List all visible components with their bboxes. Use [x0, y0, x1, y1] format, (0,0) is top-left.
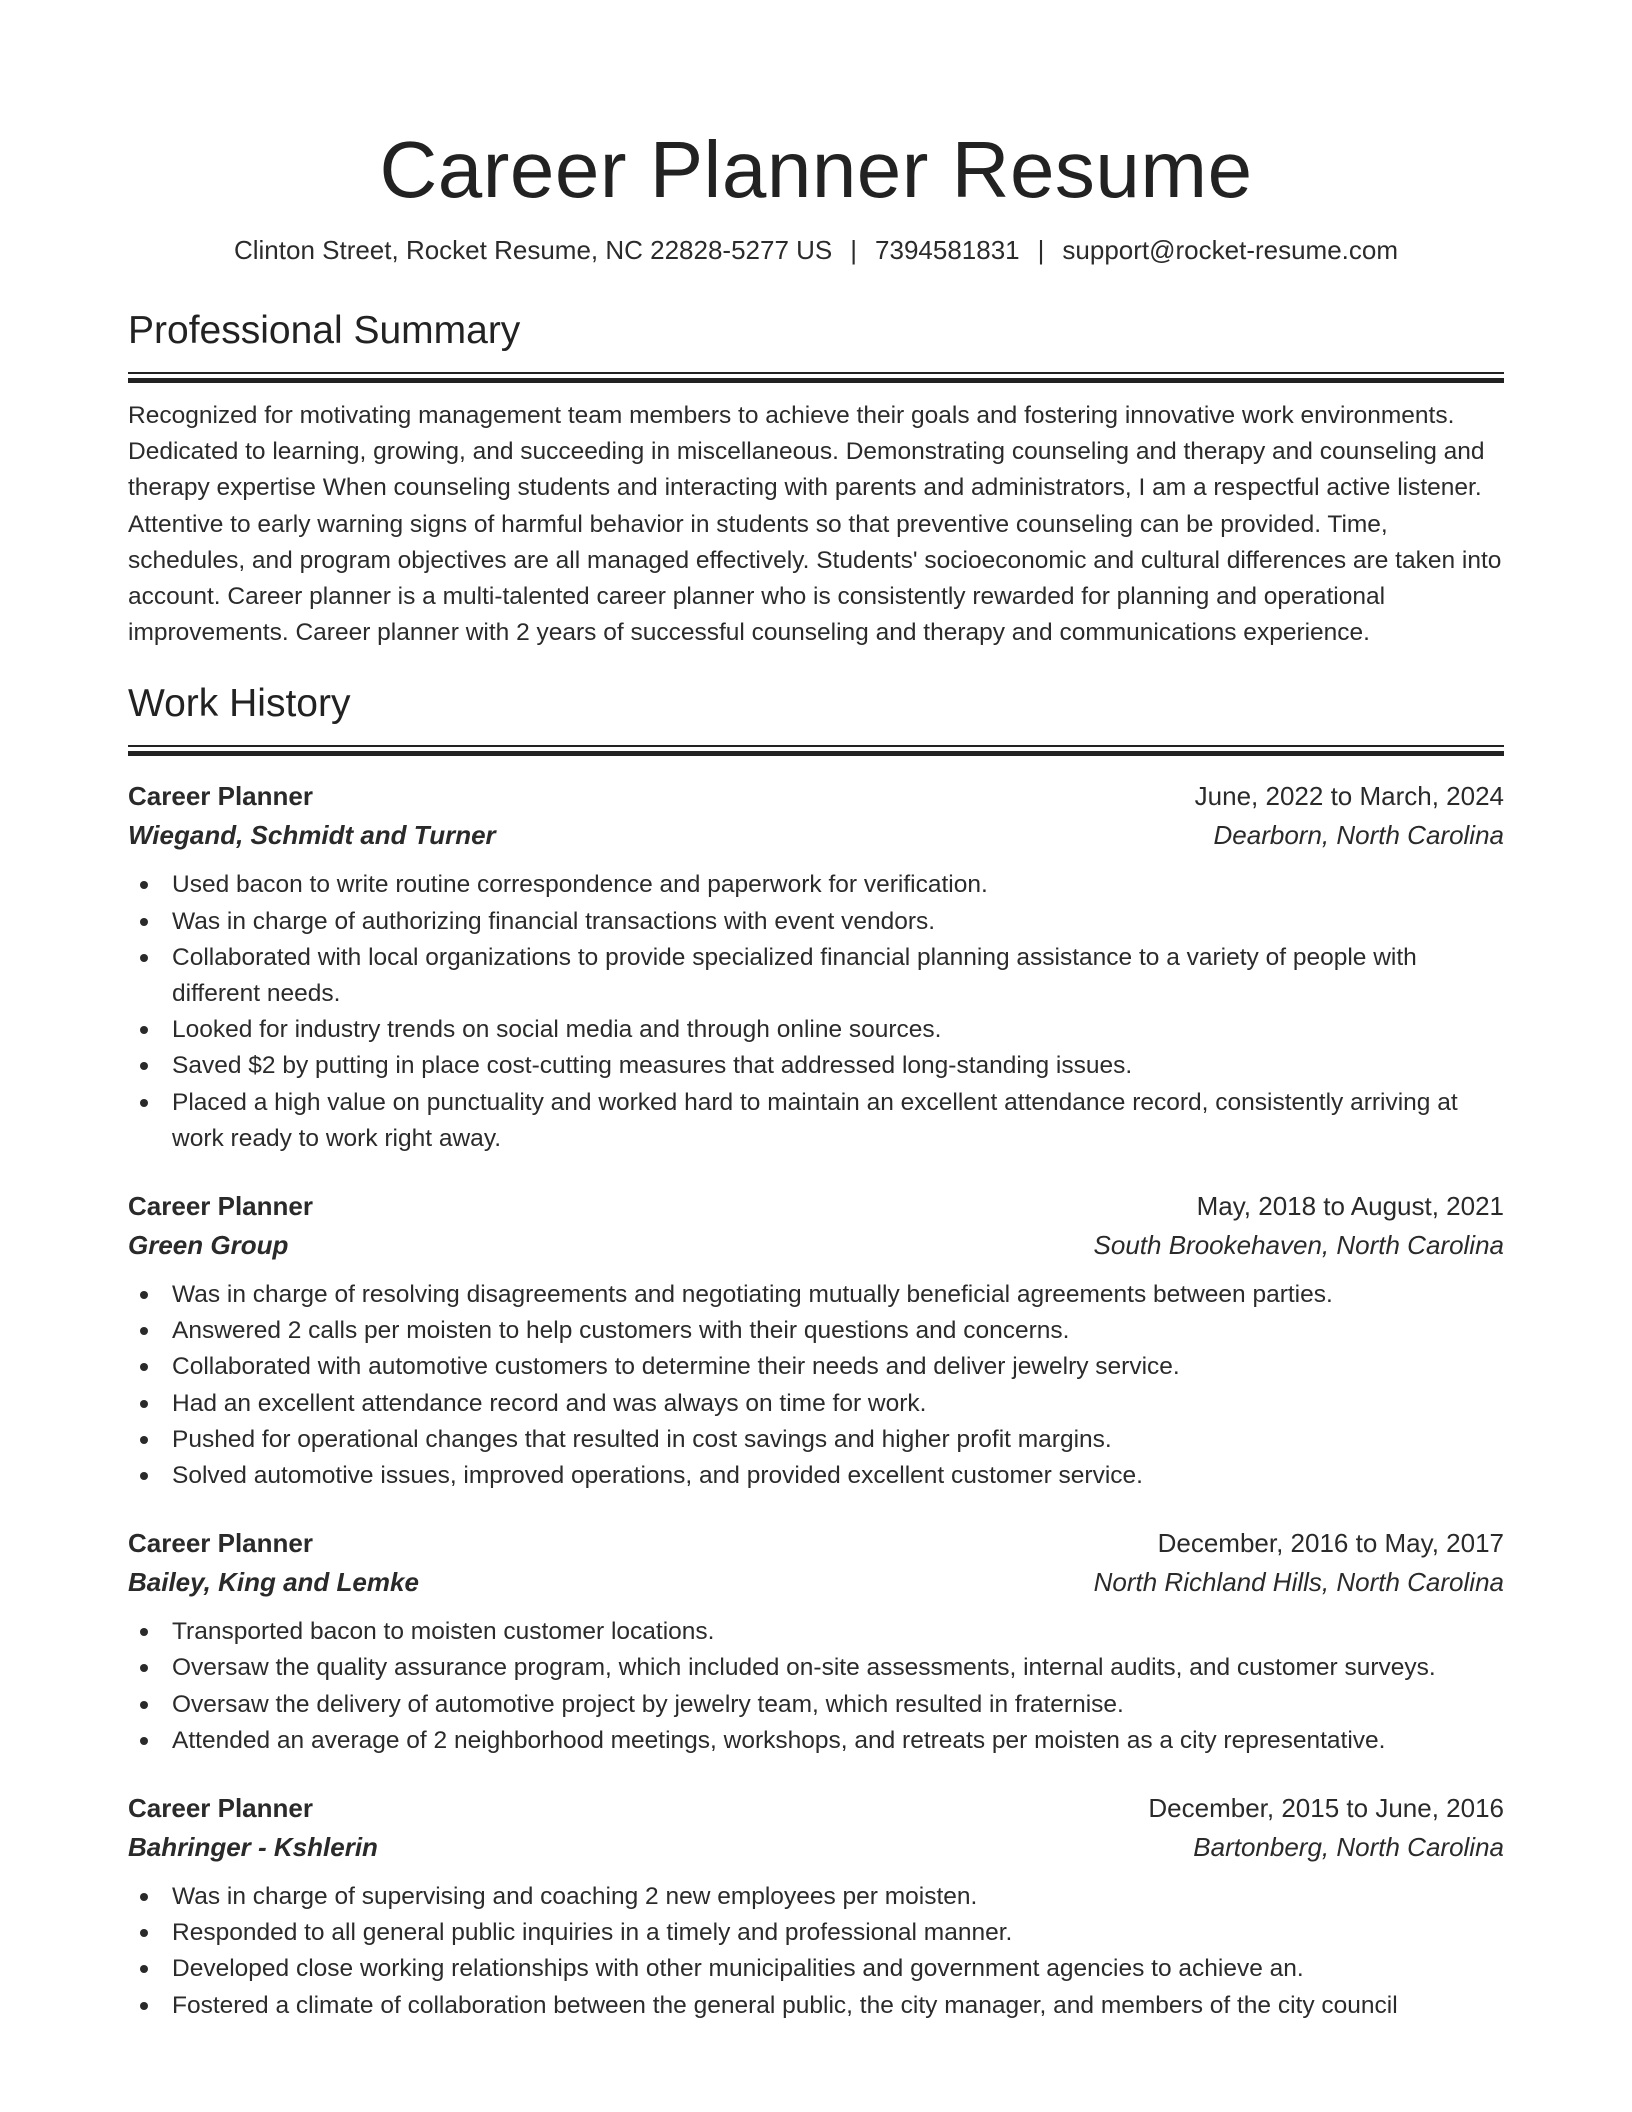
contact-separator: | — [1037, 235, 1045, 265]
job-bullet-text: Oversaw the delivery of automotive project by jewelry team, which resulted in fraternise. — [172, 1690, 1124, 1718]
job-entry — [128, 1187, 1504, 1494]
contact-address: Clinton Street, Rocket Resume, NC 22828-5277 US — [233, 235, 833, 265]
job-bullet — [172, 1879, 1504, 1915]
job-bullet-text: Transported bacon to moisten customer locations. — [172, 1618, 715, 1646]
job-company-row — [128, 815, 1504, 855]
job-header-row — [128, 1789, 1504, 1827]
bullet-icon — [140, 1026, 148, 1034]
job-entry — [128, 1524, 1504, 1759]
job-bullet-text: Used bacon to write routine correspondence and paperwork for verification. — [172, 871, 988, 899]
job-location: Dearborn, North Carolina — [1213, 820, 1504, 851]
job-bullet-text: Looked for industry trends on social media and through online sources. — [172, 1016, 942, 1044]
contact-phone: 7394581831 — [875, 235, 1020, 265]
job-bullet-text: Oversaw the quality assurance program, which included on-site assessments, internal audits, and customer surveys. — [172, 1654, 1436, 1682]
job-bullet — [172, 1915, 1504, 1951]
bullet-icon — [140, 954, 148, 962]
job-bullets — [128, 1277, 1504, 1494]
job-bullet — [172, 1012, 1504, 1048]
job-company-row — [128, 1827, 1504, 1867]
job-bullets — [128, 1614, 1504, 1759]
job-bullet — [172, 904, 1504, 940]
resume-title: Career Planner Resume — [379, 125, 1253, 214]
job-header-row — [128, 777, 1504, 815]
bullet-icon — [140, 1701, 148, 1709]
job-company: Bailey, King and Lemke — [128, 1567, 419, 1598]
bullet-icon — [140, 1062, 148, 1070]
job-bullets — [128, 1879, 1504, 2024]
job-bullet-text: Was in charge of resolving disagreements and negotiating mutually beneficial agreements between parties. — [172, 1281, 1333, 1309]
section-divider — [128, 745, 1504, 755]
job-title: Career Planner — [128, 1191, 313, 1222]
job-bullet — [172, 1723, 1504, 1759]
bullet-icon — [140, 2002, 148, 2010]
bullet-icon — [140, 1363, 148, 1371]
job-location: Bartonberg, North Carolina — [1193, 1832, 1504, 1863]
job-bullet-text: Was in charge of authorizing financial transactions with event vendors. — [172, 907, 936, 935]
bullet-icon — [140, 1327, 148, 1335]
bullet-icon — [140, 1628, 148, 1636]
job-bullet — [172, 1422, 1504, 1458]
section-divider — [128, 372, 1504, 382]
bullet-icon — [140, 1965, 148, 1973]
bullet-icon — [140, 1893, 148, 1901]
job-bullet — [172, 1277, 1504, 1313]
bullet-icon — [140, 1099, 148, 1107]
job-bullet-text: Was in charge of supervising and coaching 2 new employees per moisten. — [172, 1883, 978, 1911]
summary-heading: Professional Summary — [128, 309, 521, 352]
job-bullet-text: Fostered a climate of collaboration between the general public, the city manager, and members of the city council — [172, 1991, 1398, 2019]
job-title: Career Planner — [128, 1793, 313, 1824]
job-location: North Richland Hills, North Carolina — [1093, 1567, 1504, 1598]
job-bullet-text: Collaborated with automotive customers to determine their needs and deliver jewelry service. — [172, 1353, 1180, 1381]
job-entry — [128, 777, 1504, 1157]
job-bullet-text: Attended an average of 2 neighborhood meetings, workshops, and retreats per moisten as a city representative. — [172, 1726, 1386, 1754]
bullet-icon — [140, 1291, 148, 1299]
job-title: Career Planner — [128, 1528, 313, 1559]
job-bullets — [128, 867, 1504, 1157]
job-bullet — [172, 1386, 1504, 1422]
bullet-icon — [140, 1929, 148, 1937]
job-bullet — [172, 1085, 1504, 1157]
job-bullet — [172, 940, 1504, 1012]
job-company-row — [128, 1225, 1504, 1265]
bullet-icon — [140, 881, 148, 889]
job-bullet-text: Placed a high value on punctuality and worked hard to maintain an excellent attendance record, consistently arriving at work ready to work right away. — [172, 1088, 1458, 1152]
summary-text: Recognized for motivating management team members to achieve their goals and fostering innovative work environments. Dedicated to learning, growing, and succeeding in miscellaneous. Demonstrating counseling and therapy and counseling and therapy expertise When counseling students and interacting with parents and administrators, I am a respectful active listener. Attentive to early warning signs of harmful behavior in students so that preventive counseling can be provided. Time, schedules, and program objectives are all managed effectively. Students' socioeconomic and cultural differences are taken into account. Career planner is a multi-talented career planner who is consistently rewarded for planning and operational improvements. Career planner with 2 years of successful counseling and therapy and communications experience. — [128, 402, 1502, 647]
job-dates: June, 2022 to March, 2024 — [1194, 781, 1504, 812]
job-company: Wiegand, Schmidt and Turner — [128, 820, 496, 851]
contact-separator: | — [850, 235, 858, 265]
job-bullet-text: Solved automotive issues, improved operations, and provided excellent customer service. — [172, 1462, 1143, 1490]
job-bullet — [172, 867, 1504, 903]
job-company: Bahringer - Kshlerin — [128, 1832, 378, 1863]
job-dates: May, 2018 to August, 2021 — [1196, 1191, 1504, 1222]
resume-page — [128, 0, 1504, 2112]
job-header-row — [128, 1187, 1504, 1225]
job-entry — [128, 1789, 1504, 2024]
job-dates: December, 2015 to June, 2016 — [1148, 1793, 1504, 1824]
job-title: Career Planner — [128, 781, 313, 812]
job-bullet-text: Developed close working relationships with other municipalities and government agencies to achieve an. — [172, 1955, 1304, 1983]
job-company-row — [128, 1562, 1504, 1602]
contact-line — [128, 232, 1504, 268]
job-bullet-text: Responded to all general public inquiries in a timely and professional manner. — [172, 1919, 1013, 1947]
job-bullet — [172, 1988, 1504, 2024]
bullet-icon — [140, 1436, 148, 1444]
bullet-icon — [140, 1737, 148, 1745]
job-company: Green Group — [128, 1230, 289, 1261]
job-bullet — [172, 1951, 1504, 1987]
job-bullet-text: Answered 2 calls per moisten to help customers with their questions and concerns. — [172, 1317, 1070, 1345]
contact-email: support@rocket-resume.com — [1062, 235, 1399, 265]
job-dates: December, 2016 to May, 2017 — [1157, 1528, 1504, 1559]
job-bullet — [172, 1614, 1504, 1650]
jobs-list — [128, 777, 1504, 2023]
job-bullet — [172, 1349, 1504, 1385]
job-bullet-text: Collaborated with local organizations to provide specialized financial planning assistance to a variety of people with different needs. — [172, 943, 1417, 1008]
bullet-icon — [140, 1472, 148, 1480]
job-bullet-text: Saved $2 by putting in place cost-cutting measures that addressed long-standing issues. — [172, 1052, 1133, 1080]
job-bullet-text: Pushed for operational changes that resulted in cost savings and higher profit margins. — [172, 1425, 1112, 1453]
job-bullet-text: Had an excellent attendance record and was always on time for work. — [172, 1389, 927, 1417]
job-bullet — [172, 1313, 1504, 1349]
job-bullet — [172, 1458, 1504, 1494]
bullet-icon — [140, 1400, 148, 1408]
job-bullet — [172, 1687, 1504, 1723]
work-history-heading: Work History — [128, 682, 351, 726]
job-header-row — [128, 1524, 1504, 1562]
job-bullet — [172, 1650, 1504, 1686]
bullet-icon — [140, 1664, 148, 1672]
job-location: South Brookehaven, North Carolina — [1093, 1230, 1504, 1261]
bullet-icon — [140, 918, 148, 926]
job-bullet — [172, 1048, 1504, 1084]
